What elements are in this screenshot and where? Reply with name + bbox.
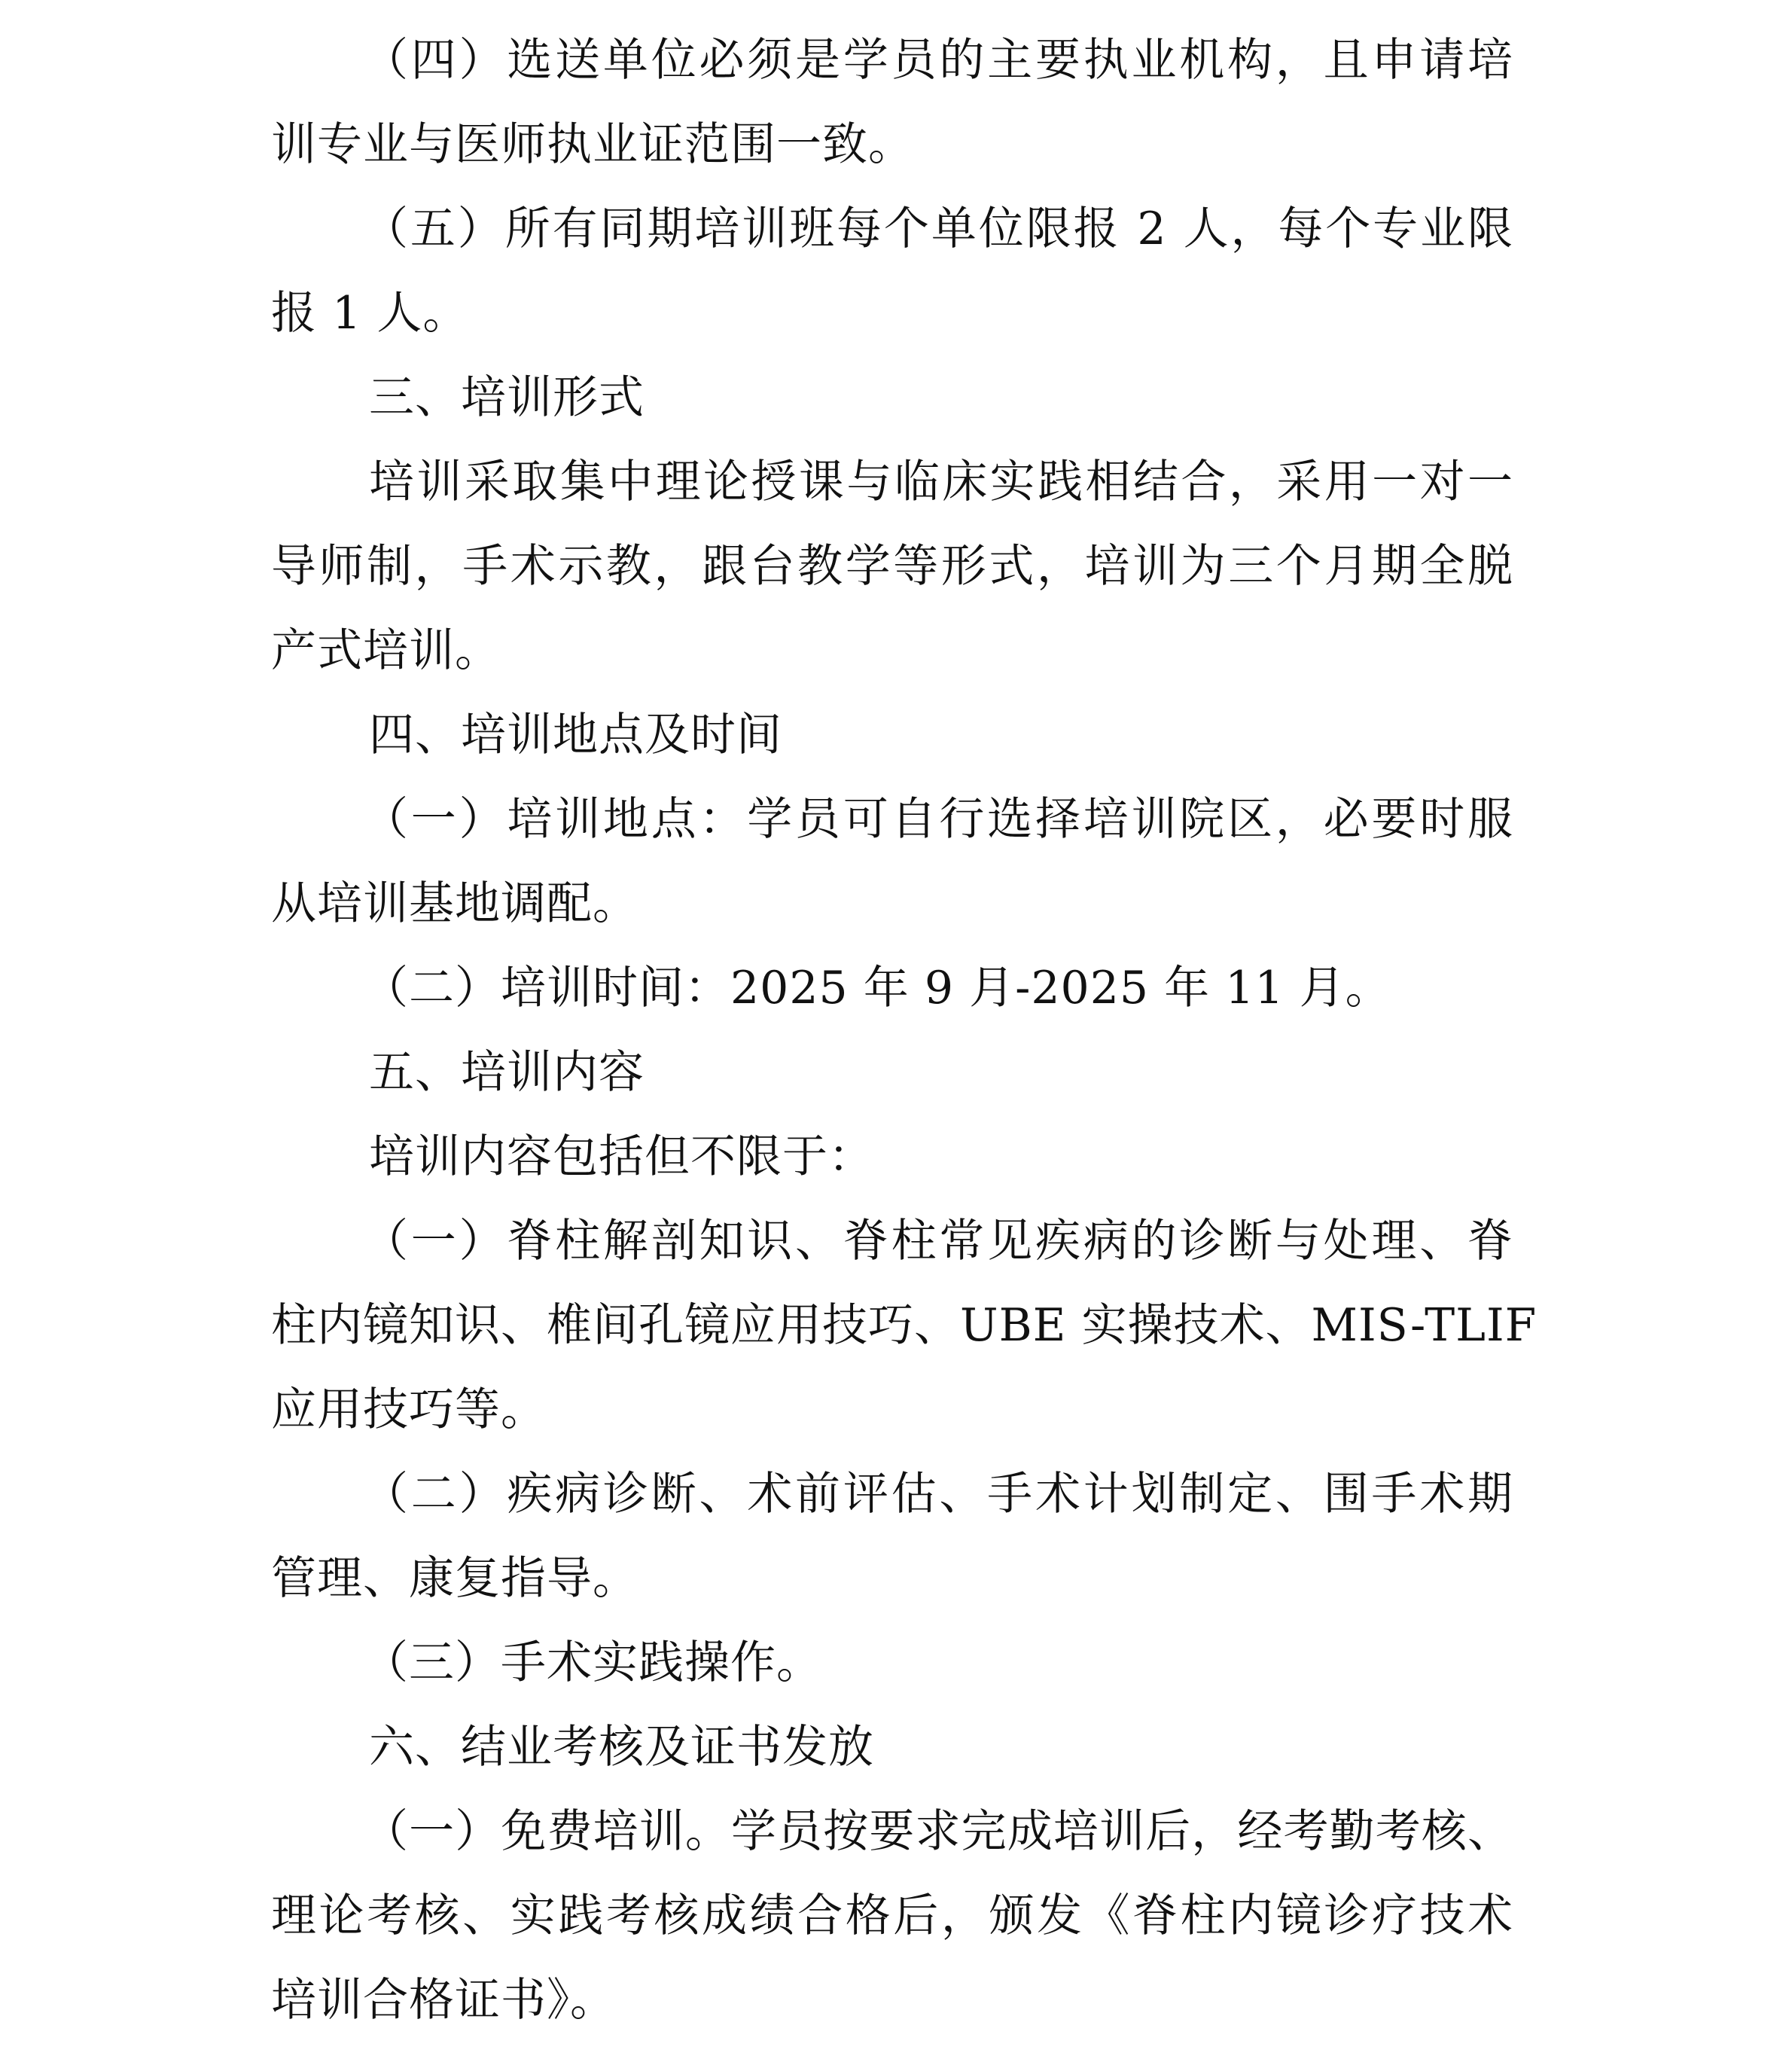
paragraph-line: （二）疾病诊断、术前评估、手术计划制定、围手术期: [363, 1468, 1513, 1521]
section-heading: 四、培训地点及时间: [369, 709, 782, 761]
paragraph-line: （三）手术实践操作。: [363, 1636, 822, 1689]
paragraph-line: 导师制，手术示教，跟台教学等形式，培训为三个月期全脱: [271, 540, 1513, 593]
paragraph-line: 产式培训。: [271, 624, 501, 677]
paragraph-line: 训专业与医师执业证范围一致。: [271, 118, 914, 171]
paragraph-line: （一）脊柱解剖知识、脊柱常见疾病的诊断与处理、脊: [363, 1215, 1513, 1267]
paragraph-line: 培训内容包括但不限于：: [369, 1130, 874, 1183]
section-heading: 五、培训内容: [369, 1046, 645, 1099]
paragraph-line: 报 1 人。: [271, 287, 469, 340]
paragraph-line: （四）选送单位必须是学员的主要执业机构，且申请培: [363, 34, 1513, 87]
paragraph-line: 理论考核、实践考核成绩合格后，颁发《脊柱内镜诊疗技术: [271, 1890, 1513, 1942]
paragraph-line: 培训合格证书》。: [271, 1974, 616, 2027]
paragraph-line: 柱内镜知识、椎间孔镜应用技巧、UBE 实操技术、MIS-TLIF: [271, 1299, 1538, 1352]
section-heading: 三、培训形式: [369, 371, 645, 424]
paragraph-line: （五）所有同期培训班每个单位限报 2 人，每个专业限: [363, 203, 1513, 255]
paragraph-line: 从培训基地调配。: [271, 877, 638, 930]
section-heading: 六、结业考核及证书发放: [369, 1721, 874, 1774]
paragraph-line: （二）培训时间：2025 年 9 月-2025 年 11 月。: [363, 962, 1391, 1014]
paragraph-line: 管理、康复指导。: [271, 1552, 638, 1605]
paragraph-line: （一）培训地点：学员可自行选择培训院区，必要时服: [363, 793, 1513, 846]
paragraph-line: 应用技巧等。: [271, 1383, 547, 1436]
paragraph-line: 培训采取集中理论授课与临床实践相结合，采用一对一: [369, 456, 1513, 508]
paragraph-line: （一）免费培训。学员按要求完成培训后，经考勤考核、: [363, 1805, 1513, 1858]
